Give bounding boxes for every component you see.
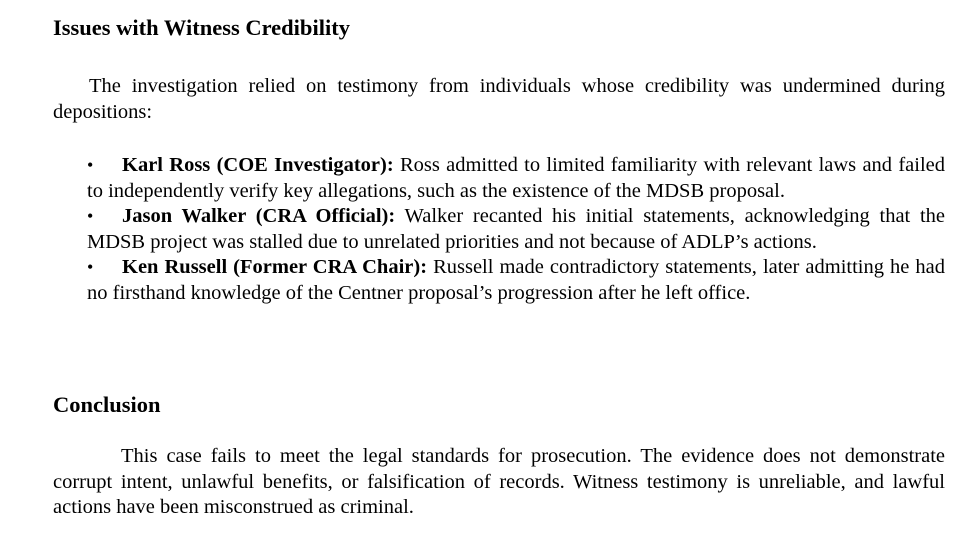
section-heading-conclusion: Conclusion — [53, 392, 161, 417]
bullet-icon: • — [87, 155, 94, 175]
list-item-jason-walker — [87, 204, 945, 255]
bullet-text: Russell made contradictory statements, later admitting he had no firsthand knowledge of the Centner proposal’s progression after he left office. — [87, 256, 945, 304]
bullet-text: Ross admitted to limited familiarity with relevant laws and failed to independently verify key allegations, such as the existence of the MDSB proposal. — [87, 154, 945, 202]
list-item-karl-ross — [87, 153, 945, 204]
bullet-icon: • — [87, 257, 94, 277]
bullet-term: Karl Ross (COE Investigator): — [122, 154, 394, 176]
list-item-ken-russell — [87, 255, 945, 306]
witness-intro-paragraph: The investigation relied on testimony from individuals whose credibility was undermined during depositions: — [53, 75, 945, 123]
bullet-text: Walker recanted his initial statements, acknowledging that the MDSB project was stalled due to unrelated priorities and not because of ADLP’s actions. — [87, 205, 945, 253]
bullet-term: Ken Russell (Former CRA Chair): — [122, 256, 428, 278]
bullet-icon: • — [87, 206, 94, 226]
section-heading-witness-credibility: Issues with Witness Credibility — [53, 15, 350, 40]
bullet-term: Jason Walker (CRA Official): — [122, 205, 396, 227]
witness-bullet-list — [87, 153, 945, 306]
conclusion-paragraph: This case fails to meet the legal standards for prosecution. The evidence does not demonstrate corrupt intent, unlawful benefits, or falsification of records. Witness testimony is unreliable, and lawful actions have been misconstrued as criminal. — [53, 445, 945, 518]
